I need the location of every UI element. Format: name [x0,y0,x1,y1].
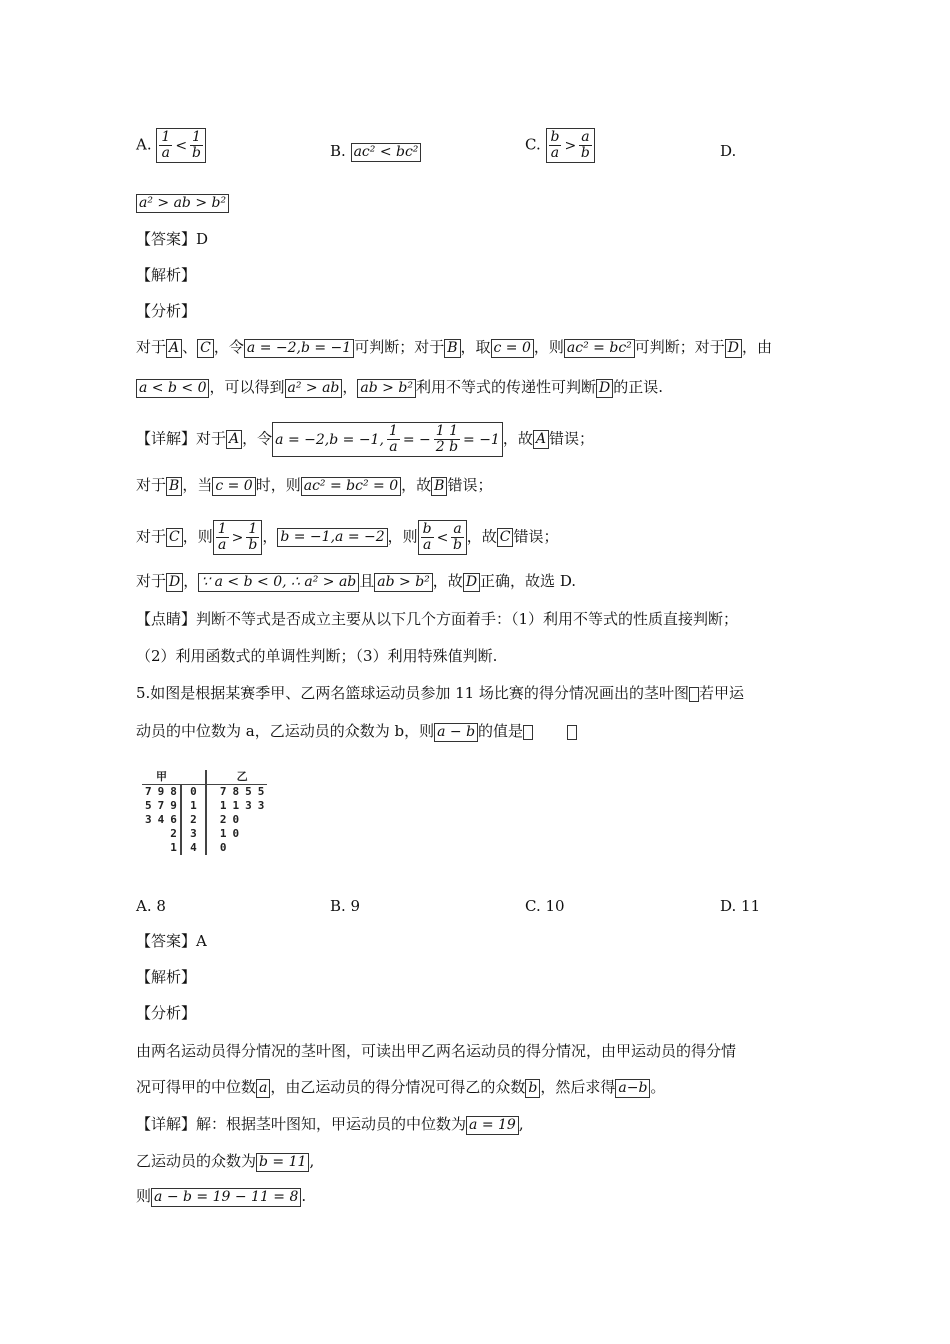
q5-analysis-line1: 由两名运动员得分情况的茎叶图，可读出甲乙两名运动员的得分情况，由甲运动员的得分情 [136,1042,737,1060]
q5-answer: 【答案】A [136,932,207,950]
q4-analysis-line2: a < b < 0 ，可以得到 a² > ab ， ab > b² 利用不等式的传递性可判断 D 的正误. [136,376,663,398]
table-row: 5 7 9 1 1 1 3 3 [145,799,265,812]
q5-detail-2: 乙运动员的众数为 b = 11 , [136,1152,315,1170]
q4-fenxi: 【分析】 [136,302,197,320]
q5-option-d: D. 11 [720,897,761,915]
q4-jiexi: 【解析】 [136,266,197,284]
q4-detail-a: 【详解】对于 A ，令 a = −2,b = −1, $\frac{1}{a}$ = − $\frac{1 1}{2 b}$ = −1 ，故 A 错误； [136,423,594,455]
header-yi: 乙 [217,770,268,785]
q5-option-c: C. 10 [525,897,565,915]
q4-detail-d: 对于 D ， ∵ a < b < 0, ∴ a² > ab 且 ab > b² ，故 D 正确，故选 D. [136,572,577,590]
header-jia: 甲 [142,770,181,785]
option-b-expr: ac² < bc² [351,143,422,162]
q5-jiexi: 【解析】 [136,968,197,986]
q5-stem-line2: 动员的中位数为 a，乙运动员的众数为 b，则 a − b 的值是 [136,720,577,742]
table-row: 7 9 8 0 7 8 5 5 [145,785,265,798]
q5-detail-1: 【详解】解：根据茎叶图知，甲运动员的中位数为 a = 19 , [136,1115,524,1133]
q4-dianjing-2: （2）利用函数式的单调性判断；（3）利用特殊值判断. [136,647,498,665]
q4-answer: 【答案】D [136,230,209,248]
q5-option-b: B. 9 [330,897,361,915]
option-a: A. $\frac{1}{a}$ < $\frac{1}{b}$ [136,128,206,163]
q5-option-a: A. 8 [136,897,166,915]
q4-detail-c: 对于 C ，则 $\frac{1}{a}$ > $\frac{1}{b}$ ， b = −1,a = −2 ，则 $\frac{b}{a}$ < $\frac{a}{b}$ ，故 C 错误； [136,521,559,553]
q4-analysis-line1: 对于 A 、 C ，令 a = −2,b = −1 可判断；对于 B ，取 c = 0 ，则 ac² = bc² 可判断；对于 D ，由 [136,338,773,356]
table-row: 1 4 0 [170,841,227,854]
placeholder-box [689,687,699,702]
option-a-expr: $\frac{1}{a}$ < $\frac{1}{b}$ [156,128,206,163]
paren-left [523,725,533,740]
table-row: 3 4 6 2 2 0 [145,813,240,826]
paren-right [567,725,577,740]
q5-detail-3: 则 a − b = 19 − 11 = 8 . [136,1187,307,1205]
q5-stem-line1: 5.如图是根据某赛季甲、乙两名篮球运动员参加 11 场比赛的得分情况画出的茎叶图 若甲运 [136,684,744,702]
q4-detail-b: 对于 B ，当 c = 0 时，则 ac² = bc² = 0 ，故 B 错误； [136,476,493,494]
q5-fenxi: 【分析】 [136,1004,197,1022]
q5-analysis-line2: 况可得甲的中位数 a ，由乙运动员的得分情况可得乙的众数 b ，然后求得 a−b 。 [136,1078,666,1096]
option-c-expr: $\frac{b}{a}$ > $\frac{a}{b}$ [546,128,595,163]
q4-dianjing-1: 【点睛】判断不等式是否成立主要从以下几个方面着手：（1）利用不等式的性质直接判断； [136,610,739,628]
option-c: C. $\frac{b}{a}$ > $\frac{a}{b}$ [525,128,595,163]
option-d-label: D. [720,142,737,160]
option-d-expr: a² > ab > b² [136,191,229,213]
table-row: 2 3 1 0 [170,827,240,840]
option-b: B. ac² < bc² [330,140,421,162]
stem-leaf-plot [142,770,267,855]
